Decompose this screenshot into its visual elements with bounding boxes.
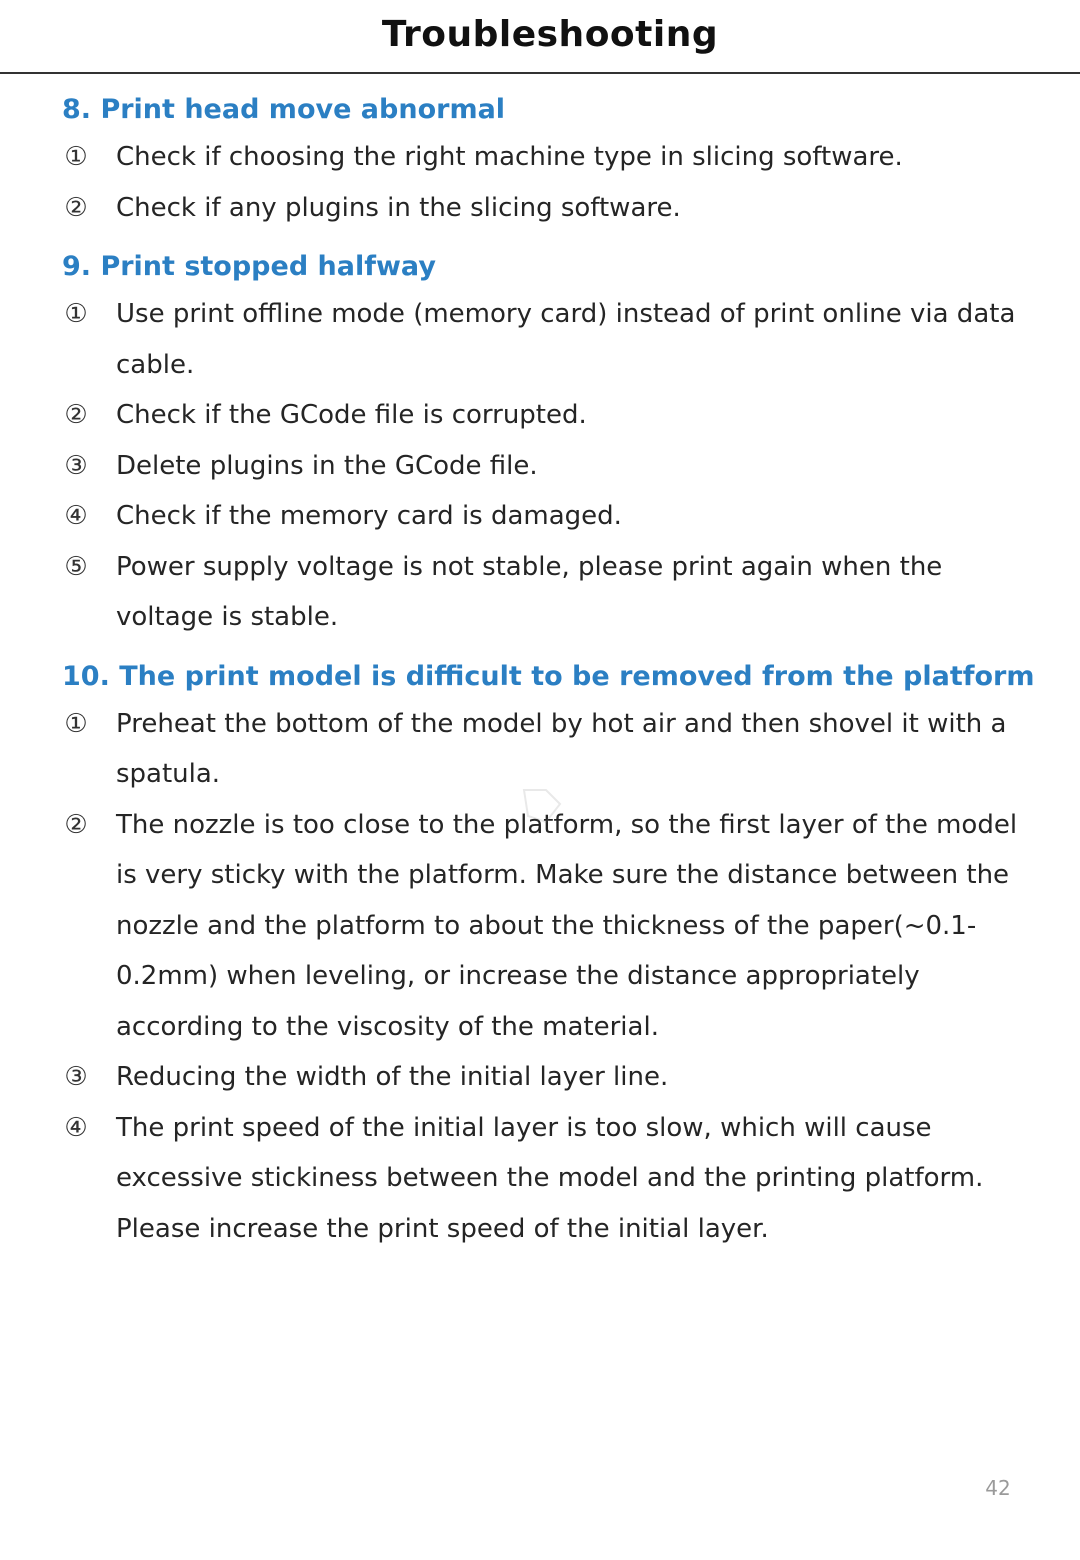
section-print-head-move-abnormal bbox=[0, 88, 1080, 233]
step-list bbox=[0, 289, 1080, 643]
section-model-difficult-to-remove bbox=[0, 655, 1080, 1255]
step-number: ② bbox=[64, 400, 88, 430]
step-text: The nozzle is too close to the platform, so the first layer of the model is very sticky with the platform. Make sure the distance between the nozzle and the platform to about the thickness of the paper(~0.1-0.2mm) when leveling, or increase the distance appropriately according to the viscosity of the material. bbox=[116, 809, 1018, 1042]
step-text: Use print offline mode (memory card) instead of print online via data cable. bbox=[116, 299, 1016, 380]
step-text: The print speed of the initial layer is too slow, which will cause excessive stickiness between the model and the printing platform. Please increase the print speed of the initial layer. bbox=[116, 1112, 984, 1244]
step-number: ① bbox=[64, 708, 88, 739]
section-print-stopped-halfway bbox=[0, 245, 1080, 643]
step-number: ③ bbox=[64, 1062, 88, 1092]
troubleshooting-content bbox=[0, 88, 1080, 1254]
list-item bbox=[0, 441, 1080, 492]
section-heading: 10. The print model is difficult to be removed from the platform bbox=[62, 660, 1035, 692]
page-number: 42 bbox=[985, 1476, 1011, 1500]
list-item bbox=[0, 183, 1080, 234]
step-text: Check if the GCode file is corrupted. bbox=[116, 400, 587, 430]
step-text: Check if choosing the right machine type in slicing software. bbox=[116, 142, 903, 172]
step-text: Power supply voltage is not stable, please print again when the voltage is stable. bbox=[116, 551, 943, 632]
step-list bbox=[0, 132, 1080, 233]
list-item bbox=[0, 1052, 1080, 1103]
page-title: Troubleshooting bbox=[381, 14, 719, 55]
step-number: ⑤ bbox=[64, 551, 88, 582]
step-number: ① bbox=[64, 299, 88, 329]
step-number: ④ bbox=[64, 1112, 88, 1143]
step-text: Reducing the width of the initial layer line. bbox=[116, 1062, 669, 1092]
step-number: ③ bbox=[64, 450, 88, 481]
step-text: Check if the memory card is damaged. bbox=[116, 501, 622, 531]
step-list bbox=[0, 699, 1080, 1255]
list-item bbox=[0, 800, 1080, 1053]
list-item bbox=[0, 699, 1080, 800]
step-text: Delete plugins in the GCode file. bbox=[116, 450, 538, 481]
list-item bbox=[0, 491, 1080, 542]
list-item bbox=[0, 289, 1080, 390]
list-item bbox=[0, 1103, 1080, 1255]
step-number: ② bbox=[64, 809, 88, 840]
list-item bbox=[0, 390, 1080, 441]
step-number: ② bbox=[64, 192, 88, 223]
watermark-icon bbox=[516, 786, 566, 826]
step-number: ① bbox=[64, 142, 88, 172]
list-item bbox=[0, 132, 1080, 183]
section-heading: 9. Print stopped halfway bbox=[62, 251, 436, 282]
step-text: Preheat the bottom of the model by hot air and then shovel it with a spatula. bbox=[116, 708, 1007, 789]
list-item bbox=[0, 542, 1080, 643]
page-header bbox=[0, 0, 1080, 74]
step-number: ④ bbox=[64, 501, 88, 531]
step-text: Check if any plugins in the slicing software. bbox=[116, 192, 681, 223]
section-heading: 8. Print head move abnormal bbox=[62, 94, 506, 125]
